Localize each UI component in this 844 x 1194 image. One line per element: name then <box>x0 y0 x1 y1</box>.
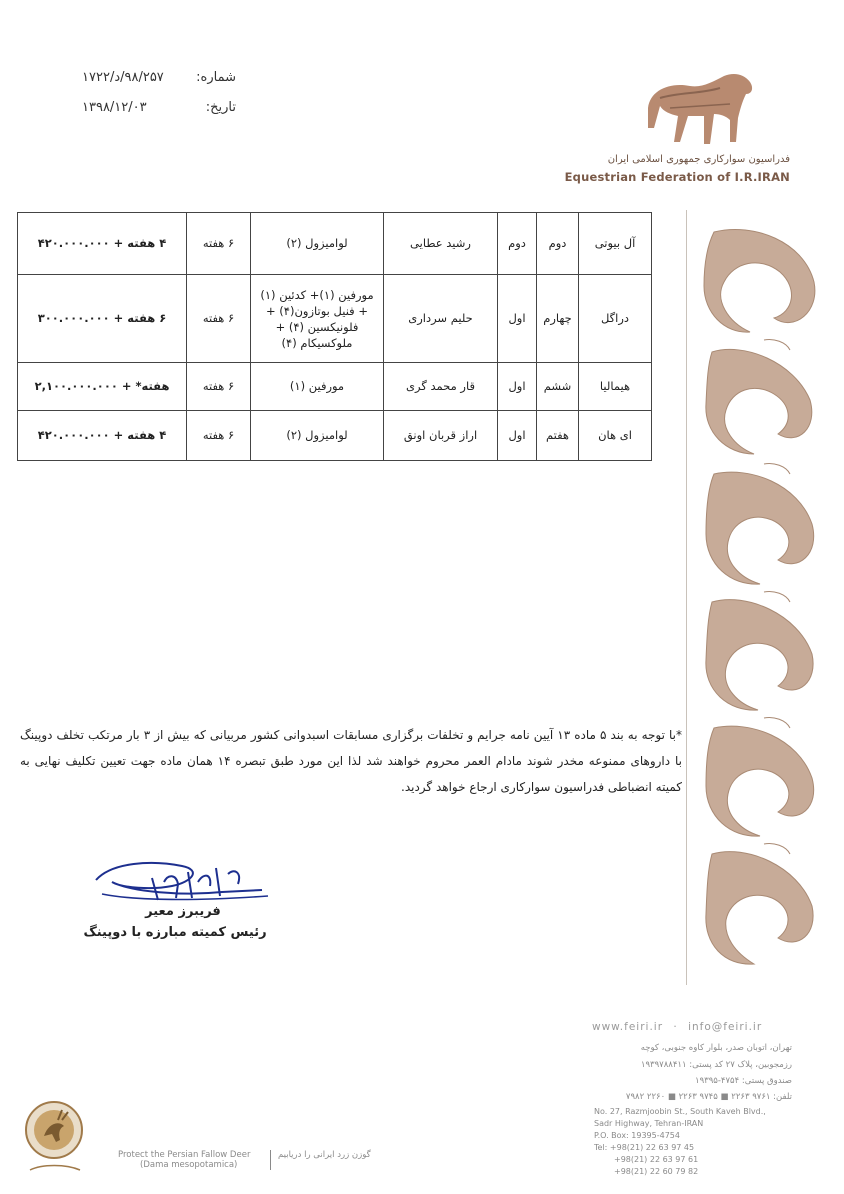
persian-fallow-deer-emblem-icon <box>22 1098 86 1180</box>
race-cell: دوم <box>498 213 537 275</box>
fine-cell: هفته* + ۲,۱۰۰.۰۰۰.۰۰۰ <box>18 363 187 411</box>
federation-name-fa: فدراسیون سوارکاری جمهوری اسلامی ایران <box>607 154 790 165</box>
email-link[interactable]: info@feiri.ir <box>688 1021 763 1033</box>
website-link[interactable]: www.feiri.ir <box>592 1021 664 1033</box>
signatory-title: رئیس کمیته مبارزه با دوپینگ <box>83 925 267 940</box>
motto-divider <box>270 1150 271 1170</box>
substance-cell: مورفین (۱)+ کدئین (۱) + فنیل بوتازون(۴) + فلونیکسین (۴) + ملوکسیکام (۴) <box>251 275 384 363</box>
fine-cell: ۴ هفته + ۴۲۰.۰۰۰.۰۰۰ <box>18 411 187 461</box>
address-en-line: +98(21) 22 63 97 61 <box>614 1155 699 1164</box>
motto-en <box>118 1150 250 1170</box>
fine-cell: ۴ هفته + ۴۲۰.۰۰۰.۰۰۰ <box>18 213 187 275</box>
number-label: شماره: <box>196 70 236 85</box>
suspension-cell: ۶ هفته <box>187 275 251 363</box>
address-en-line: P.O. Box: 19395-4754 <box>594 1131 680 1140</box>
suspension-cell: ۶ هفته <box>187 411 251 461</box>
horse-name-cell: دراگل <box>579 275 652 363</box>
trainer-cell: حلیم سرداری <box>384 275 498 363</box>
rank-cell: دوم <box>537 213 579 275</box>
rank-cell: هفتم <box>537 411 579 461</box>
motto-en-line: (Dama mesopotamica) <box>140 1160 238 1170</box>
note-paragraph: *با توجه به بند ۵ ماده ۱۳ آیین نامه جرایم و تخلفات برگزاری مسابقات اسبدوانی کشور مربیانی که بیش از ۳ بار مرتکب تخلف دوپینگ با داروهای ممنوعه مخدر شوند مادام العمر محروم خواهند شد لذا این مورد طبق تبصره ۱۴ همان ماده جهت تعیین تکلیف نهایی به کمیته انضباطی فدراسیون سوارکاری ارجاع خواهد گردید. <box>20 728 683 794</box>
footer-contact: www.feiri.ir · info@feiri.ir <box>592 1021 763 1033</box>
handwritten-signature <box>92 852 272 912</box>
date-value: ۱۳۹۸/۱۲/۰۳ <box>82 100 147 115</box>
suspension-cell: ۶ هفته <box>187 213 251 275</box>
horse-name-cell: ای هان <box>579 411 652 461</box>
suspension-cell: ۶ هفته <box>187 363 251 411</box>
fine-cell: ۶ هفته + ۳۰۰.۰۰۰.۰۰۰ <box>18 275 187 363</box>
race-cell: اول <box>498 275 537 363</box>
horse-name-cell: آل بیوتی <box>579 213 652 275</box>
substance-cell: لوامیزول (۲) <box>251 213 384 275</box>
federation-name-en: Equestrian Federation of I.R.IRAN <box>564 170 790 184</box>
table-row <box>18 411 652 461</box>
trainer-cell: رشید عطایی <box>384 213 498 275</box>
address-en-line: No. 27, Razmjoobin St., South Kaveh Blvd., <box>594 1107 766 1116</box>
number-value: ۹۸/۲۵۷/د/۱۷۲۲ <box>82 70 164 85</box>
rank-cell: ششم <box>537 363 579 411</box>
trainer-cell: قار محمد گری <box>384 363 498 411</box>
signatory-name: فریبرز معیر <box>145 904 221 919</box>
substance-cell: مورفین (۱) <box>251 363 384 411</box>
address-fa-line: تلفن: ۹۷۶۱ ۲۲۶۳ ■ ۹۷۴۵ ۲۲۶۳ ■ ۲۲۶۰ ۷۹۸۲ <box>625 1092 792 1102</box>
address-en-line: Tel: +98(21) 22 63 97 45 <box>594 1143 695 1152</box>
table-row <box>18 363 652 411</box>
side-divider <box>686 210 687 985</box>
date-label: تاریخ: <box>205 100 236 115</box>
table-row <box>18 213 652 275</box>
race-cell: اول <box>498 411 537 461</box>
address-en-line: Sadr Highway, Tehran-IRAN <box>594 1119 704 1128</box>
substance-cell: لوامیزول (۲) <box>251 411 384 461</box>
horse-logo-icon <box>640 68 760 152</box>
doping-penalty-table <box>17 212 652 461</box>
motto-fa: گوزن زرد ایرانی را دریابیم <box>278 1150 371 1160</box>
address-en-line: +98(21) 22 60 79 82 <box>614 1167 699 1176</box>
trainer-cell: اراز قربان اونق <box>384 411 498 461</box>
race-cell: اول <box>498 363 537 411</box>
address-fa-line: صندوق پستی: ۴۷۵۴-۱۹۳۹۵ <box>695 1076 792 1086</box>
motto-en-line: Protect the Persian Fallow Deer <box>118 1150 251 1160</box>
table-row <box>18 275 652 363</box>
decorative-arabesque-border <box>694 222 830 974</box>
horse-name-cell: هیمالیا <box>579 363 652 411</box>
address-fa-line: تهران، اتوبان صدر، بلوار کاوه جنوبی، کوچه <box>640 1043 792 1053</box>
address-fa-line: رزمجوبین، پلاک ۲۷ کد پستی: ۱۹۳۹۷۸۸۴۱۱ <box>640 1060 792 1070</box>
rank-cell: چهارم <box>537 275 579 363</box>
